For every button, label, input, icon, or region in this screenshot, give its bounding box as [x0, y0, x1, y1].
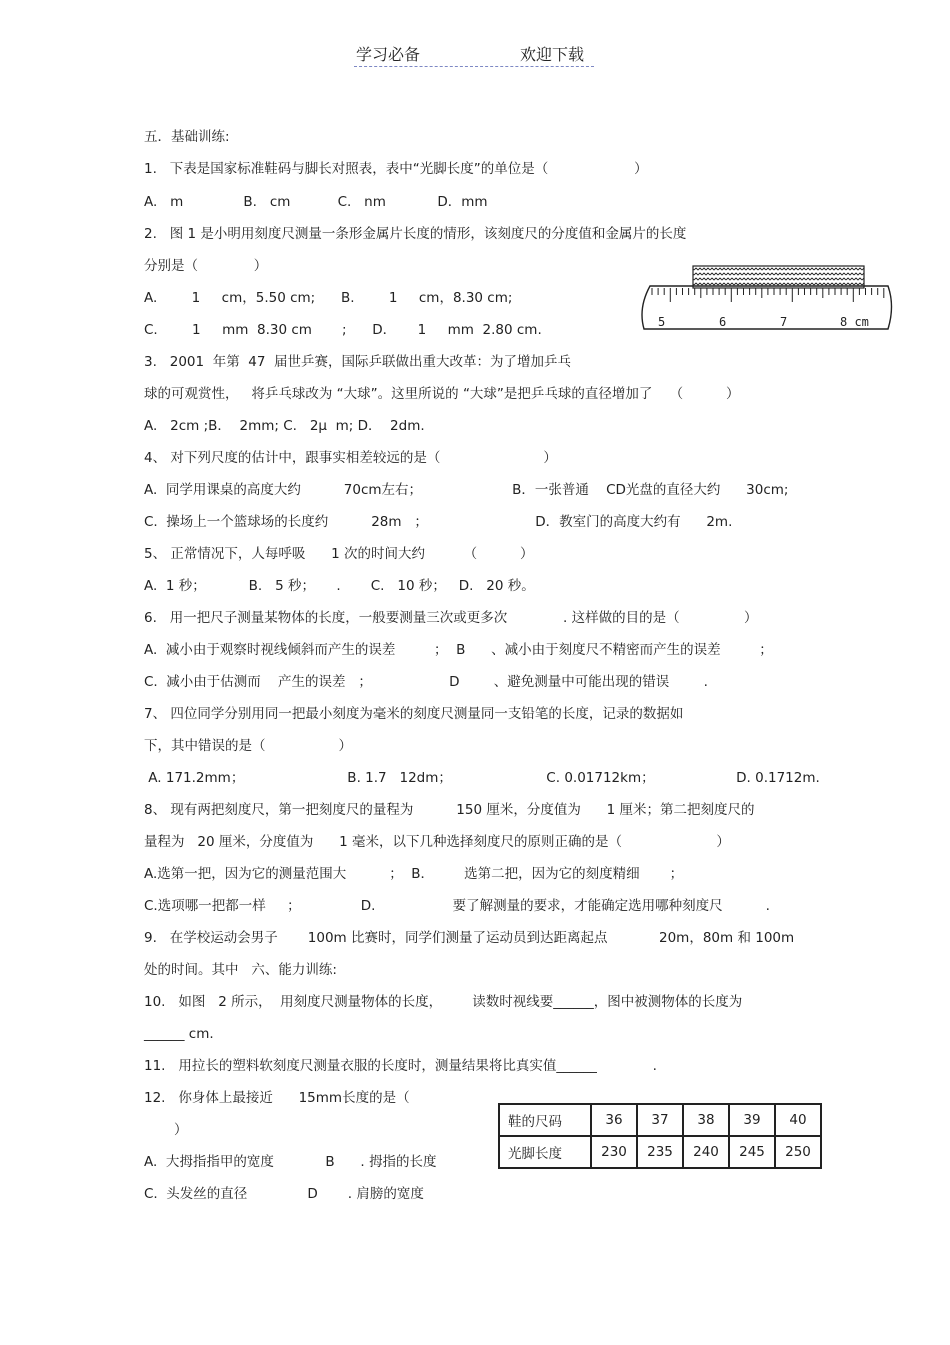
table-row: [499, 1104, 821, 1136]
question-line: C. 减小由于估测而 产生的误差 ； D 、避免测量中可能出现的错误 .: [144, 674, 708, 690]
table-cell: 250: [775, 1136, 821, 1168]
question-line: C.选项哪一把都一样 ； D. 要了解测量的要求，才能确定选用哪种刻度尺 .: [144, 898, 770, 914]
table-cell: 245: [729, 1136, 775, 1168]
question-line: 11. 用拉长的塑料软刻度尺测量衣服的长度时，测量结果将比真实值______ .: [144, 1058, 657, 1074]
ruler-label: 5: [658, 315, 666, 329]
table-header-cell: 鞋的尺码: [499, 1104, 591, 1136]
question-line: 5、 正常情况下，人每呼吸 1 次的时间大约 （ ）: [144, 546, 534, 562]
table-cell: 235: [637, 1136, 683, 1168]
question-line: 1. 下表是国家标准鞋码与脚长对照表，表中“光脚长度”的单位是（ ）: [144, 161, 648, 177]
question-line: 球的可观赏性， 将乒乓球改为 “大球”。这里所说的 “大球”是把乒乓球的直径增加了 （ ）: [144, 386, 740, 402]
question-line: A. 1 秒； B. 5 秒； . C. 10 秒； D. 20 秒。: [144, 578, 535, 594]
table-cell: 38: [683, 1104, 729, 1136]
header-left: 学习必备: [356, 45, 421, 64]
question-line: A.选第一把，因为它的测量范围大 ； B． 选第二把，因为它的刻度精细 ；: [144, 866, 684, 882]
ruler-label: 7: [780, 315, 788, 329]
question-line: 4、 对下列尺度的估计中，跟事实相差较远的是（ ）: [144, 450, 557, 466]
question-line: 10. 如图 2 所示， 用刻度尺测量物体的长度， 读数时视线要______，图中被测物体的长度为: [144, 994, 743, 1010]
section-title: 五．基础训练:: [144, 129, 230, 145]
question-line: A. 大拇指指甲的宽度 B . 拇指的长度: [144, 1154, 437, 1170]
table-cell: 40: [775, 1104, 821, 1136]
ruler-label: 6: [719, 315, 727, 329]
question-line: ______ cm.: [144, 1026, 214, 1042]
question-line: 量程为 20 厘米，分度值为 1 毫米，以下几种选择刻度尺的原则正确的是（ ）: [144, 834, 730, 850]
table-cell: 240: [683, 1136, 729, 1168]
question-line: 9. 在学校运动会男子 100m 比赛时，同学们测量了运动员到达距离起点 20m，80m 和 100m: [144, 930, 795, 946]
shoe-size-table: [498, 1103, 822, 1169]
question-line: 2. 图 1 是小明用刻度尺测量一条形金属片长度的情形，该刻度尺的分度值和金属片的长度: [144, 226, 687, 242]
question-line: C. 1 mm 8.30 cm ; D． 1 mm 2.80 cm.: [144, 322, 542, 338]
question-line: 12. 你身体上最接近 15mm长度的是（: [144, 1090, 410, 1106]
table-cell: 230: [591, 1136, 637, 1168]
question-line: 分别是（ ）: [144, 258, 268, 274]
question-line: A. 减小由于观察时视线倾斜而产生的误差 ； B 、减小由于刻度尺不精密而产生的误差 ；: [144, 642, 773, 658]
question-line: C. 操场上一个篮球场的长度约 28m ； D．教室门的高度大约有 2m.: [144, 514, 733, 530]
table-header-cell: 光脚长度: [499, 1136, 591, 1168]
question-line: 7、 四位同学分别用同一把最小刻度为毫米的刻度尺测量同一支铅笔的长度，记录的数据如: [144, 706, 684, 722]
question-line: 处的时间。其中 六、能力训练:: [144, 962, 337, 978]
question-line: ）: [144, 1122, 188, 1138]
table-cell: 39: [729, 1104, 775, 1136]
question-line: A. 2cm ;B． 2mm; C. 2μ m; D． 2dm.: [144, 418, 425, 434]
table-cell: 37: [637, 1104, 683, 1136]
question-line: C. 头发丝的直径 D . 肩膀的宽度: [144, 1186, 424, 1202]
metal-strip: [693, 266, 864, 288]
ruler-label: 8 cm: [840, 315, 869, 329]
question-line: A. 171.2mm； B. 1.7 12dm； C. 0.01712km； D. 0.1712m.: [144, 770, 820, 786]
question-line: A. m B. cm C. nm D．mm: [144, 194, 488, 210]
question-line: A. 同学用课桌的高度大约 70cm左右； B．一张普通 CD光盘的直径大约 30cm;: [144, 482, 789, 498]
ruler-ticks: [652, 288, 884, 302]
question-line: 6. 用一把尺子测量某物体的长度，一般要测量三次或更多次 . 这样做的目的是（ ）: [144, 610, 758, 626]
ruler-figure: [638, 262, 898, 334]
page-header: [354, 40, 594, 67]
question-line: 下，其中错误的是（ ）: [144, 738, 352, 754]
table-cell: 36: [591, 1104, 637, 1136]
question-line: 3. 2001 年第 47 届世乒赛，国际乒联做出重大改革：为了增加乒乓: [144, 354, 572, 370]
header-right: 欢迎下载: [520, 45, 585, 64]
table-row: [499, 1136, 821, 1168]
question-line: 8、 现有两把刻度尺，第一把刻度尺的量程为 150 厘米，分度值为 1 厘米；第二把刻度尺的: [144, 802, 755, 818]
question-line: A. 1 cm，5.50 cm; B. 1 cm，8.30 cm;: [144, 290, 513, 306]
